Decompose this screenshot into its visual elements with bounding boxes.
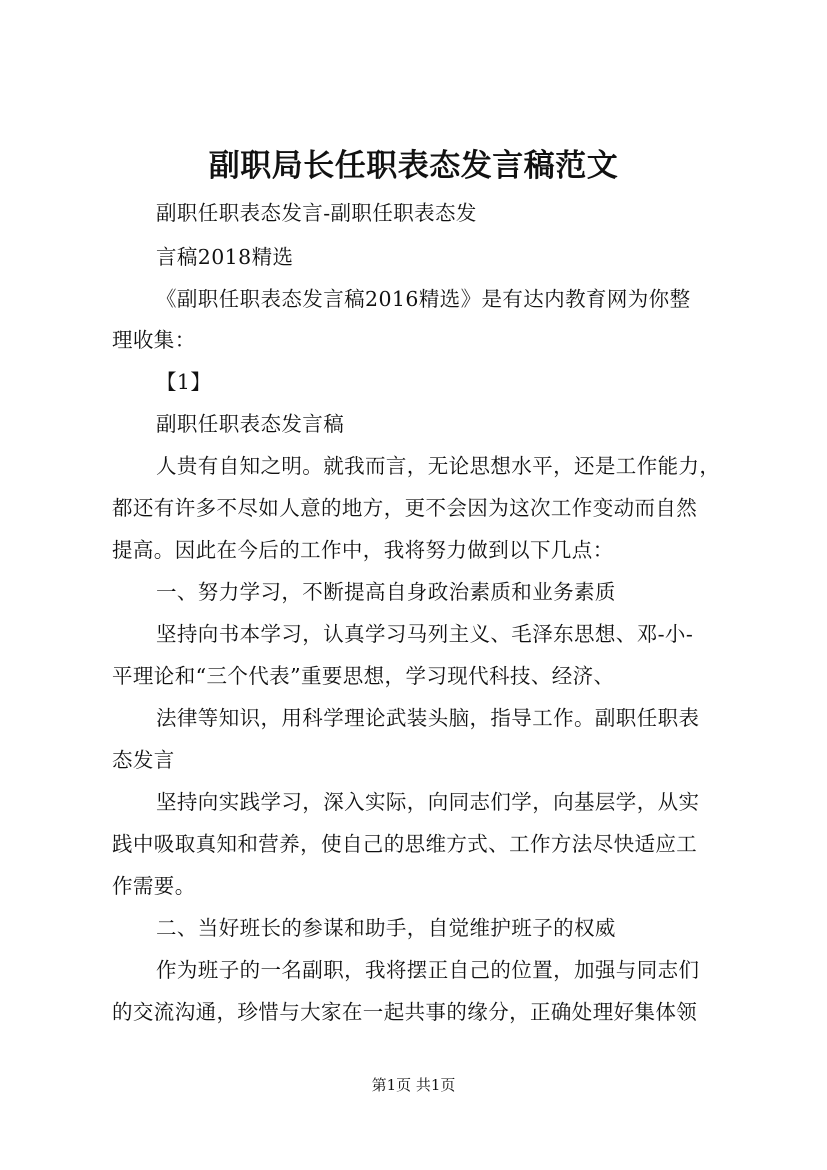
text-line: 《副职任职表态发言稿2016精选》是有达内教育网为你整 bbox=[156, 287, 691, 311]
text-line: 作为班子的一名副职，我将摆正自己的位置，加强与同志们 bbox=[156, 958, 700, 982]
text-line: 作需要。 bbox=[112, 874, 196, 898]
section-heading: 副职任职表态发言稿 bbox=[156, 412, 345, 436]
text-line: 人贵有自知之明。就我而言，无论思想水平，还是工作能力， bbox=[156, 454, 721, 478]
text-line: 都还有许多不尽如人意的地方，更不会因为这次工作变动而自然 bbox=[112, 496, 698, 520]
text-line: 践中吸取真知和营养，使自己的思维方式、工作方法尽快适应工 bbox=[112, 832, 698, 856]
text-line: 言稿2018精选 bbox=[156, 245, 294, 269]
text-line: 【1】 bbox=[156, 370, 212, 394]
text-line: 理收集： bbox=[112, 328, 196, 352]
page-footer: 第1页 共1页 bbox=[371, 1076, 456, 1094]
text-line: 坚持向书本学习，认真学习马列主义、毛泽东思想、邓-小- bbox=[156, 622, 694, 646]
text-line: 坚持向实践学习，深入实际，向同志们学，向基层学，从实 bbox=[156, 790, 700, 814]
point-heading: 二、当好班长的参谋和助手，自觉维护班子的权威 bbox=[156, 916, 616, 940]
point-heading: 一、努力学习，不断提高自身政治素质和业务素质 bbox=[156, 580, 616, 604]
text-line: 平理论和“三个代表”重要思想，学习现代科技、经济、 bbox=[112, 664, 615, 688]
document-title: 副职局长任职表态发言稿范文 bbox=[208, 148, 619, 184]
text-line: 副职任职表态发言-副职任职表态发 bbox=[156, 201, 477, 225]
text-line: 法律等知识，用科学理论武装头脑，指导工作。副职任职表 bbox=[156, 706, 700, 730]
text-line: 的交流沟通，珍惜与大家在一起共事的缘分，正确处理好集体领 bbox=[112, 1000, 698, 1024]
text-line: 提高。因此在今后的工作中，我将努力做到以下几点： bbox=[112, 538, 614, 562]
text-line: 态发言 bbox=[112, 748, 175, 772]
